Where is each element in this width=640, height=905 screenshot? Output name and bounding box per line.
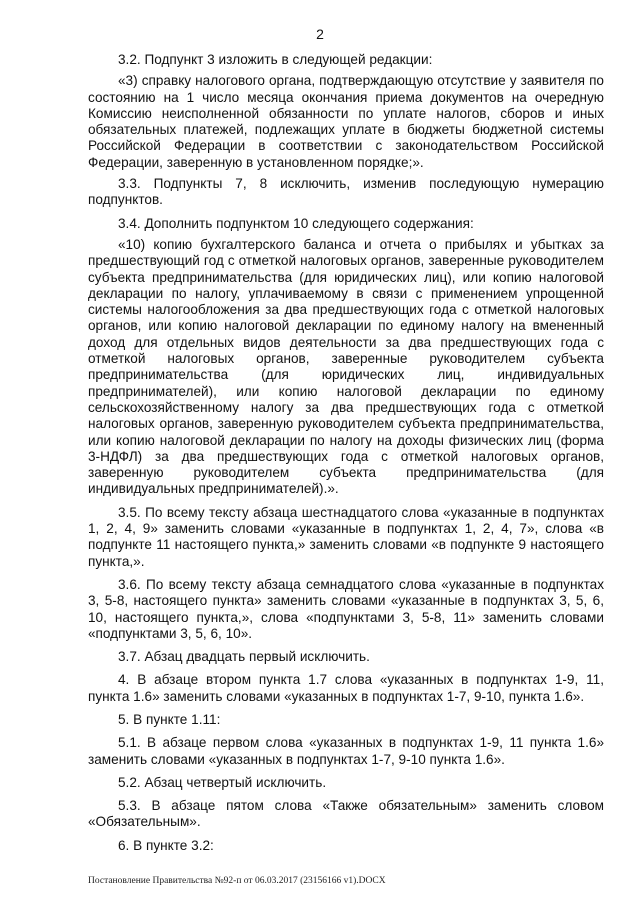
paragraph-3-4-text: «10) копию бухгалтерского баланса и отчета о прибылях и убытках за предшествующий год с отметкой налоговых органов, заверенные руководителем субъекта предпринимательства (для юридических лиц), или копию налоговой декларации по налогу, уплачиваемому в связи с применением упрощенной системы налогообложения за два предшествующих года с отметкой налоговых органов, или копию налоговой декларации по единому налогу на вмененный доход для отдельных видов деятельности за два предшествующих года с отметкой налоговых органов, заверенные руководителем субъекта предпринимательства (для юридических лиц, индивидуальных предпринимателей), или копию налоговой декларации по единому сельскохозяйственному налогу за два предшествующих года с отметкой налоговых органов, заверенную руководителем субъекта предпринимательства, или копию налоговой декларации по налогу на доходы физических лиц (форма 3-НДФЛ) за два предшествующих года с отметкой налоговых органов, заверенную руководителем субъекта предпринимательства (для индивидуальных предпринимателей).». xyxy=(88,236,604,497)
paragraph-3-2-text: «3) справку налогового органа, подтверждающую отсутствие у заявителя по состоянию на 1 число месяца окончания приема документов на очередную Комиссию неисполненной обязанности по уплате налогов, сборов и иных обязательных платежей, подлежащих уплате в бюджеты бюджетной системы Российской Федерации в соответствии с законодательством Российской Федерации, заверенную в установленном порядке;». xyxy=(88,73,604,170)
paragraph-5-3: 5.3. В абзаце пятом слова «Также обязательным» заменить словом «Обязательным». xyxy=(88,798,604,830)
paragraph-3-3: 3.3. Подпункты 7, 8 исключить, изменив последующую нумерацию подпунктов. xyxy=(88,176,604,208)
paragraph-3-5: 3.5. По всему тексту абзаца шестнадцатого слова «указанные в подпунктах 1, 2, 4, 9» заменить словами «указанные в подпунктах 1, 2, 4, 7», слова «в подпункте 11 настоящего пункта,» заменить словами «в подпункте 9 настоящего пункта,». xyxy=(88,504,604,569)
paragraph-3-7: 3.7. Абзац двадцать первый исключить. xyxy=(118,649,370,665)
paragraph-3-6: 3.6. По всему тексту абзаца семнадцатого слова «указанные в подпунктах 3, 5-8, настоящего пункта» заменить словами «указанные в подпунктах 3, 5, 6, 10, настоящего пункта,», слова «подпунктами 3, 5-8, 11» заменить словами «подпунктами 3, 5, 6, 10». xyxy=(88,576,604,641)
paragraph-3-2: 3.2. Подпункт 3 изложить в следующей редакции: xyxy=(118,52,433,67)
page-number: 2 xyxy=(316,26,324,42)
paragraph-5-1: 5.1. В абзаце первом слова «указанных в подпунктах 1-9, 11 пункта 1.6» заменить словами «указанных в подпунктах 1-7, 9-10 пункта 1.6». xyxy=(88,735,604,767)
document-footer: Постановление Правительства №92-п от 06.03.2017 (23156166 v1).DOCX xyxy=(88,876,386,886)
paragraph-3-4: 3.4. Дополнить подпунктом 10 следующего содержания: xyxy=(118,215,474,231)
document-body xyxy=(88,52,604,854)
paragraph-5-2: 5.2. Абзац четвертый исключить. xyxy=(118,774,327,790)
paragraph-6: 6. В пункте 3.2: xyxy=(118,837,214,853)
paragraph-4: 4. В абзаце втором пункта 1.7 слова «указанных в подпунктах 1-9, 11, пункта 1.6» заменить словами «указанных в подпунктах 1-7, 9-10, пункта 1.6». xyxy=(88,672,604,704)
paragraph-5: 5. В пункте 1.11: xyxy=(118,711,221,727)
